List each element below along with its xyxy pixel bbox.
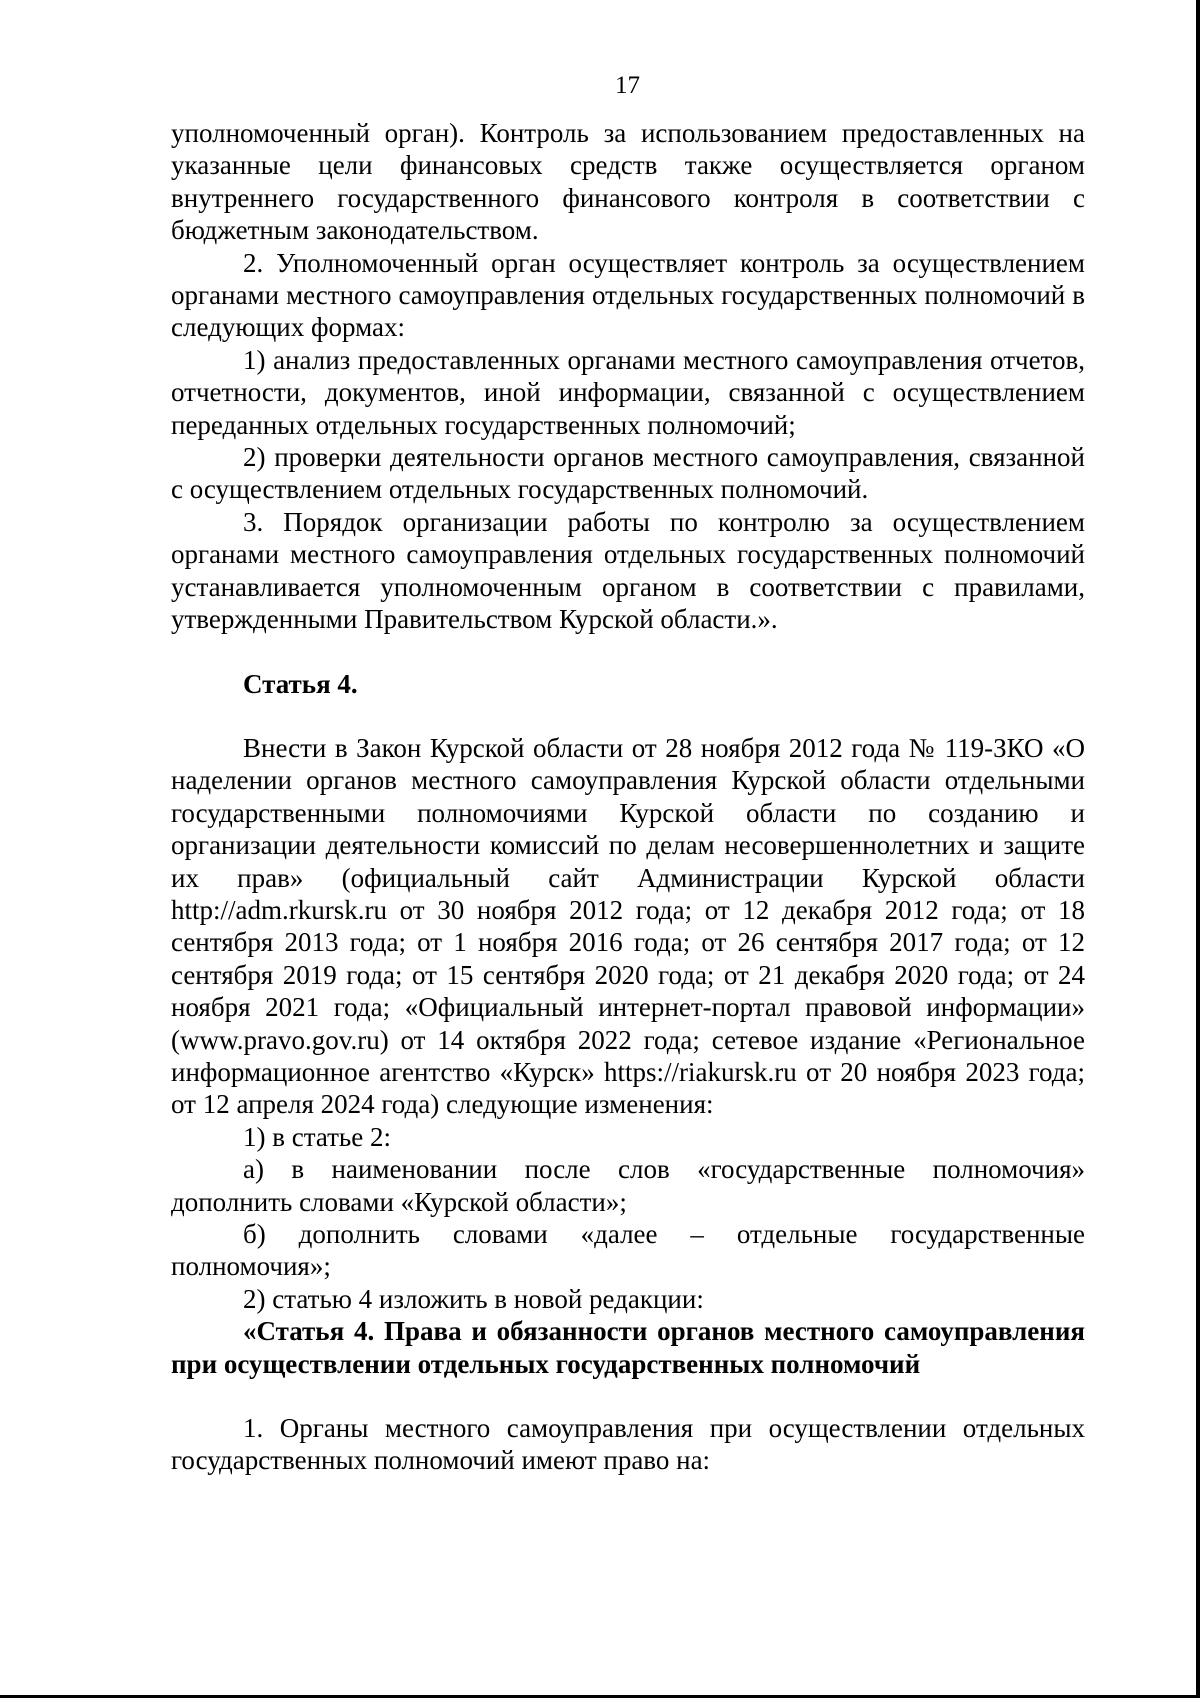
page-right-edge — [1196, 0, 1200, 1698]
list-item-b: б) дополнить словами «далее – отдельные государственные полномочия»; — [171, 1219, 1085, 1282]
list-item-article-2: 1) в статье 2: — [243, 1121, 391, 1152]
article-heading: Статья 4. — [243, 668, 358, 699]
paragraph-control-procedure: 3. Порядок организации работы по контролю за осуществлением органами местного самоуправления отдельных государственных полномочий устанавливается уполномоченным органом в соответствии с правилами, утвержденными Правительством Курской области.». — [171, 506, 1085, 635]
list-item-analysis: 1) анализ предоставленных органами местного самоуправления отчетов, отчетности, документов, иной информации, связанной с осуществлением переданных отдельных государственных полномочий; — [171, 344, 1085, 440]
list-item-a: а) в наименовании после слов «государственные полномочия» дополнить словами «Курской области»; — [171, 1154, 1085, 1217]
paragraph-continuation: уполномоченный орган). Контроль за использованием предоставленных на указанные цели финансовых средств также осуществляется органом внутреннего государственного финансового контроля в соответствии с бюджетным законодательством. — [171, 118, 1085, 246]
new-article-heading: «Статья 4. Права и обязанности органов местного самоуправления при осуществлении отдельных государственных полномочий — [171, 1316, 1085, 1379]
paragraph-control-forms: 2. Уполномоченный орган осуществляет контроль за осуществлением органами местного самоуправления отдельных государственных полномочий в следующих формах: — [171, 247, 1085, 343]
paragraph-rights: 1. Органы местного самоуправления при осуществлении отдельных государственных полномочий имеют право на: — [171, 1413, 1085, 1476]
document-body — [171, 117, 1085, 1477]
page-number: 17 — [615, 72, 640, 99]
paragraph-amendments-intro: Внести в Закон Курской области от 28 ноября 2012 года № 119-ЗКО «О наделении органов местного самоуправления Курской области отдельными государственными полномочиями Курской области по созданию и организации деятельности комиссий по делам несовершеннолетних и защите их прав» (официальный сайт Администрации Курской области http://adm.rkursk.ru от 30 ноября 2012 года; от 12 декабря 2012 года; от 18 сентября 2013 года; от 1 ноября 2016 года; от 26 сентября 2017 года; от 12 сентября 2019 года; от 15 сентября 2020 года; от 21 декабря 2020 года; от 24 ноября 2021 года; «Официальный интернет-портал правовой информации» (www.pravo.gov.ru) от 14 октября 2022 года; сетевое издание «Региональное информационное агентство «Курск» https://riakursk.ru от 20 ноября 2023 года; от 12 апреля 2024 года) следующие изменения: — [171, 732, 1085, 1120]
list-item-article-4: 2) статью 4 изложить в новой редакции: — [243, 1283, 704, 1314]
list-item-inspections: 2) проверки деятельности органов местного самоуправления, связанной с осуществлением отдельных государственных полномочий. — [171, 442, 1085, 505]
